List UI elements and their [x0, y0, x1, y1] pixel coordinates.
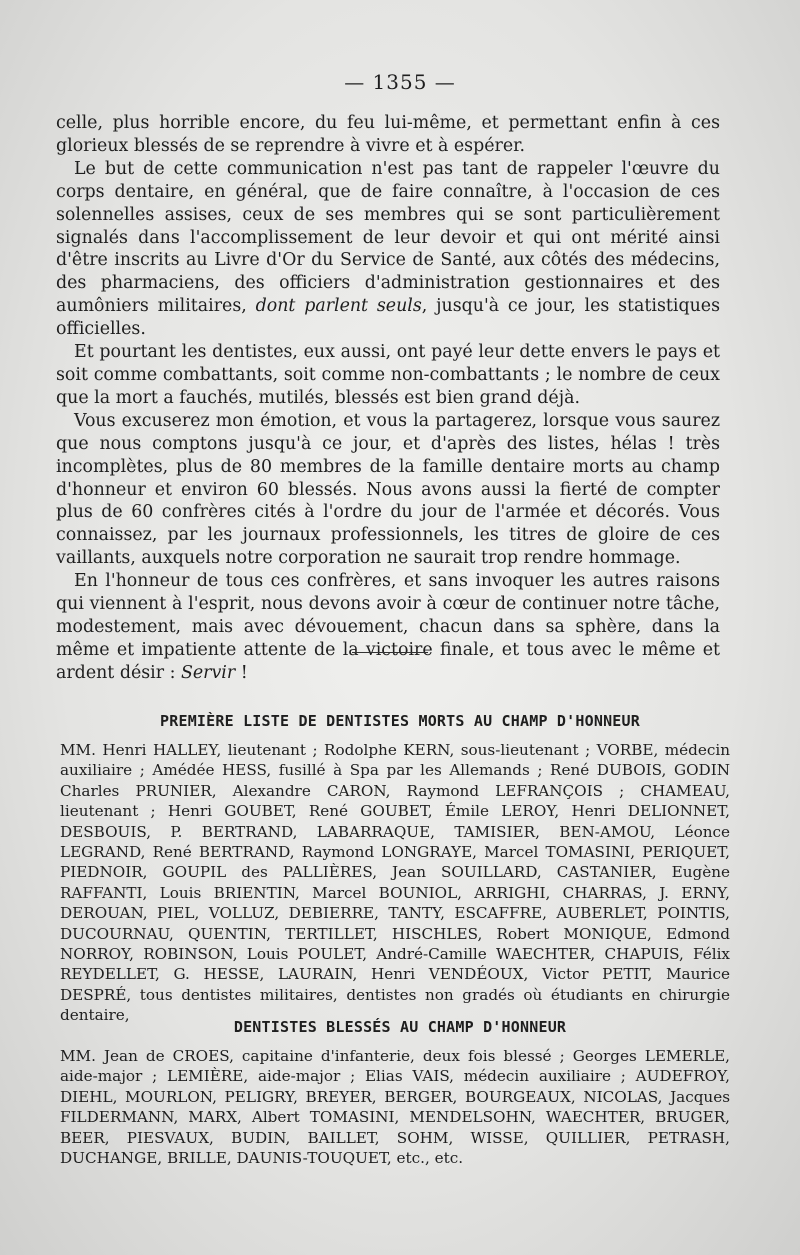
section-1-text: MM. Henri HALLEY, lieutenant ; Rodolphe KERN, sous-lieutenant ; VORBE, médecin auxiliaire ; Amédée HESS, fusillé à Spa par les Allemands ; René DUBOIS, GODIN Charles PRUNIER, Alexandre CARON, Raymond LEFRANÇOIS ; CHAMEAU, lieutenant ; Henri GOUBET, René GOUBET, Émile LEROY, Henri DELIONNET, DESBOUIS, P. BERTRAND, LABARRAQUE, TAMISIER, BEN-AMOU, Léonce LEGRAND, René BERTRAND, Raymond LONGRAYE, Marcel TOMASINI, PERIQUET, PIEDNOIR, GOUPIL des PALLIÈRES, Jean SOUILLARD, CASTANIER, Eugène RAFFANTI, Louis BRIENTIN, Marcel BOUNIOL, ARRIGHI, CHARRAS, J. ERNY, DEROUAN, PIEL, VOLLUZ, DEBIERRE, TANTY, ESCAFFRE, AUBERLET, POINTIS, DUCOURNAU, QUENTIN, TERTILLET, HISCHLES, Robert MONIQUE, Edmond NORROY, ROBINSON, Louis POULET, André-Camille WAECHTER, CHAPUIS, Félix REYDELLET, G. HESSE, LAURAIN, Henri VENDÉOUX, Victor PETIT, Maurice DESPRÉ, tous dentistes militaires, dentistes non gradés où étudiants en chirurgie dentaire,	[60, 741, 730, 1025]
paragraph-5-end: !	[235, 662, 248, 683]
section-1-list	[60, 740, 730, 1026]
section-1-title: PREMIÈRE LISTE DE DENTISTES MORTS AU CHAMP D'HONNEUR	[160, 712, 640, 730]
intro-text	[56, 112, 720, 685]
section-2-text: MM. Jean de CROES, capitaine d'infanterie, deux fois blessé ; Georges LEMERLE, aide-major ; LEMIÈRE, aide-major ; Elias VAIS, médecin auxiliaire ; AUDEFROY, DIEHL, MOURLON, PELIGRY, BREYER, BERGER, BOURGEAUX, NICOLAS, Jacques FILDERMANN, MARX, Albert TOMASINI, MENDELSOHN, WAECHTER, BRUGER, BEER, PIESVAUX, BUDIN, BAILLET, SOHM, WISSE, QUILLIER, PETRASH, DUCHANGE, BRILLE, DAUNIS-TOUQUET, etc., etc.	[60, 1047, 730, 1168]
paragraph-4: Vous excuserez mon émotion, et vous la partagerez, lorsque vous saurez que nous comptons jusqu'à ce jour, et d'après des listes, hélas ! très incomplètes, plus de 80 membres de la famille dentaire morts au champ d'honneur et environ 60 blessés. Nous avons aussi la fierté de compter plus de 60 confrères cités à l'ordre du jour de l'armée et décorés. Vous connaissez, par les journaux professionnels, les titres de gloire de ces vaillants, auxquels notre corporation ne saurait trop rendre hommage.	[56, 410, 720, 569]
section-2-title: DENTISTES BLESSÉS AU CHAMP D'HONNEUR	[233, 1018, 567, 1036]
paragraph-5-start: En l'honneur de tous ces confrères, et sans invoquer les autres raisons qui viennent à l'esprit, nous devons avoir à cœur de continuer notre tâche, modestement, mais avec dévouement, chacun dans sa sphère, dans la même et impatiente attente de la victoire finale, et tous avec le même et ardent désir :	[56, 571, 720, 683]
paragraph-5-italic: Servir	[180, 662, 236, 683]
paragraph-2	[56, 158, 720, 341]
paragraph-5	[56, 570, 720, 685]
paragraph-2-start: Le but de cette communication n'est pas tant de rappeler l'œuvre du corps dentaire, en général, que de faire connaître, à l'occasion de ces solennelles assises, ceux de ses membres qui se sont particulièrement signalés dans l'accomplissement de leur devoir et qui ont mérité ainsi d'être inscrits au Livre d'Or du Service de Santé, aux côtés des médecins, des pharmaciens, des officiers d'administration gestionnaires et des aumôniers militaires,	[56, 158, 720, 317]
page-number: — 1355 —	[344, 70, 456, 94]
paragraph-2-end: , jusqu'à ce jour, les statistiques officielles.	[56, 296, 720, 340]
section-2-list	[60, 1046, 730, 1168]
paragraph-3: Et pourtant les dentistes, eux aussi, ont payé leur dette envers le pays et soit comme combattants, soit comme non-combattants ; le nombre de ceux que la mort a fauchés, mutilés, blessés est bien grand déjà.	[56, 342, 720, 408]
section-divider	[352, 652, 428, 653]
paragraph-1: celle, plus horrible encore, du feu lui-même, et permettant enfin à ces glorieux blessés de se reprendre à vivre et à espérer.	[56, 113, 720, 156]
paragraph-2-italic: dont parlent seuls	[255, 296, 422, 317]
